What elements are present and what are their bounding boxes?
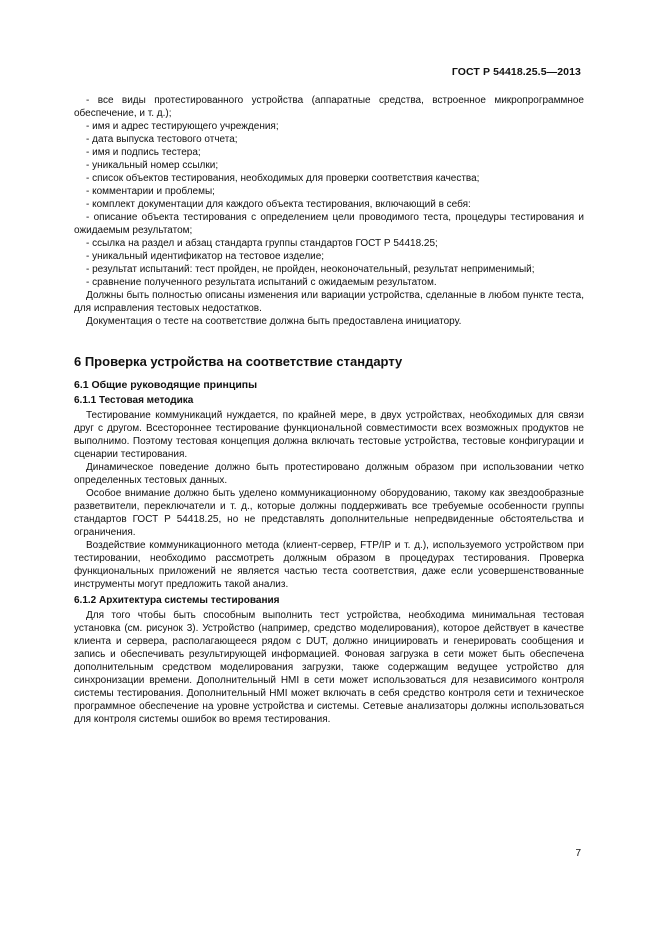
list-item: - дата выпуска тестового отчета; [86, 134, 238, 145]
subsection-heading: 6.1 Общие руководящие принципы [74, 379, 258, 391]
list-item: - комплект документации для каждого объекта тестирования, включающий в себя: [86, 199, 471, 210]
paragraph: Воздействие коммуникационного метода (клиент-сервер, FTP/IP и т. д.), используемого устройством при тестировании, необходимо рассмотреть должным образом в процедурах тестирования. Проверка функциональных приложений не является частью теста соответствия, даже если усовершенствованные инструменты могут предложить такой анализ. [74, 540, 584, 590]
list-item: - уникальный идентификатор на тестовое изделие; [86, 251, 325, 262]
page-number: 7 [575, 848, 581, 859]
subsection-heading: 6.1.1 Тестовая методика [74, 395, 194, 406]
list-item: - имя и подпись тестера; [86, 147, 201, 158]
list-item: - результат испытаний: тест пройден, не пройден, неоконочательный, результат неприменимый; [86, 264, 535, 275]
list-item: - все виды протестированного устройства (аппаратные средства, встроенное микропрограммное обеспечение, и т. д.); [74, 95, 584, 119]
subsection-heading: 6.1.2 Архитектура системы тестирования [74, 595, 280, 606]
document-header: ГОСТ Р 54418.25.5—2013 [451, 66, 581, 78]
paragraph: Динамическое поведение должно быть протестировано должным образом при использовании четко определенных тестовых данных. [74, 462, 584, 486]
list-item: - комментарии и проблемы; [86, 186, 215, 197]
list-item: - сравнение полученного результата испытаний с ожидаемым результатом. [86, 277, 437, 288]
list-item: - описание объекта тестирования с определением цели проводимого теста, процедуры тестирования и ожидаемым результатом; [74, 212, 584, 236]
list-item: - список объектов тестирования, необходимых для проверки соответствия качества; [86, 173, 480, 184]
list-item: - уникальный номер ссылки; [86, 160, 219, 171]
list-item: - имя и адрес тестирующего учреждения; [86, 121, 279, 132]
list-item: - ссылка на раздел и абзац стандарта группы стандартов ГОСТ Р 54418.25; [86, 238, 438, 249]
paragraph: Тестирование коммуникаций нуждается, по крайней мере, в двух устройствах, необходимых для связи друг с другом. Всестороннее тестирование функциональной совместимости всех возможных продуктов не выполнимо. Поэтому тестовая концепция должна включать тестовые устройства, тестовые конфигурации и сценарии тестирования. [74, 410, 584, 460]
paragraph: Должны быть полностью описаны изменения или вариации устройства, сделанные в любом пункте теста, для исправления тестовых недостатков. [74, 290, 584, 314]
document-body [74, 94, 584, 726]
section-heading: 6 Проверка устройства на соответствие стандарту [74, 354, 403, 369]
paragraph: Для того чтобы быть способным выполнить тест устройства, необходима минимальная тестовая установка (см. рисунок 3). Устройство (например, средство моделирования), которое действует в качестве клиента и сервера, располагающееся рядом с DUT, должно инициировать и генерировать сообщения и запись и обеспечивать результирующей информацией. Фоновая загрузка в сети может быть обеспечена дополнительным средством моделирования загрузки, также содержащим ведущее устройство для синхронизации времени. Дополнительный HMI в сети может использоваться для независимого контроля системы тестирования. Дополнительный HMI может включать в себя средство контроля сети и техническое программное обеспечение на уровне устройства и системы. Сетевые анализаторы должны использоваться для контроля системы ошибок во время тестирования. [74, 610, 584, 725]
paragraph: Особое внимание должно быть уделено коммуникационному оборудованию, такому как звездообразные разветвители, переключатели и т. д., которые должны поддерживать все требуемые особенности группы стандартов ГОСТ Р 54418.25, но не представлять дополнительные непредвиденные обстоятельства и ограничения. [74, 488, 584, 538]
paragraph: Документация о тесте на соответствие должна быть предоставлена инициатору. [86, 316, 462, 327]
